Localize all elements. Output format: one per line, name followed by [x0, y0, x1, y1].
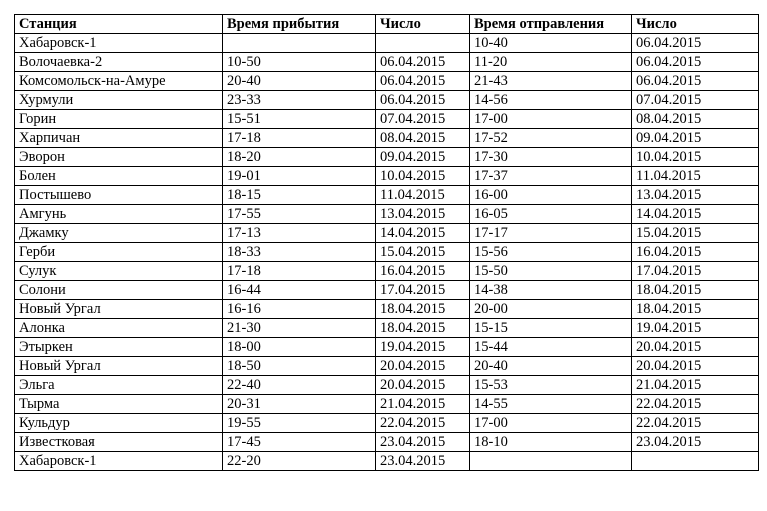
arrival-time-cell: 15-51 [223, 110, 376, 129]
table-row [15, 34, 759, 53]
arrival-date-cell: 11.04.2015 [376, 186, 470, 205]
header-station: Станция [15, 15, 223, 34]
header-departure-time: Время отправления [470, 15, 632, 34]
table-row [15, 319, 759, 338]
station-cell: Алонка [15, 319, 223, 338]
departure-time-cell: 17-00 [470, 414, 632, 433]
station-cell: Харпичан [15, 129, 223, 148]
table-row [15, 338, 759, 357]
departure-date-cell: 11.04.2015 [632, 167, 759, 186]
table-row [15, 414, 759, 433]
departure-date-cell: 06.04.2015 [632, 53, 759, 72]
table-row [15, 224, 759, 243]
arrival-date-cell: 17.04.2015 [376, 281, 470, 300]
departure-time-cell: 16-05 [470, 205, 632, 224]
departure-date-cell: 22.04.2015 [632, 395, 759, 414]
table-row [15, 452, 759, 471]
arrival-time-cell: 18-33 [223, 243, 376, 262]
arrival-time-cell: 19-01 [223, 167, 376, 186]
departure-time-cell: 17-17 [470, 224, 632, 243]
departure-date-cell: 20.04.2015 [632, 357, 759, 376]
arrival-time-cell: 16-44 [223, 281, 376, 300]
departure-date-cell: 08.04.2015 [632, 110, 759, 129]
header-arrival-time: Время прибытия [223, 15, 376, 34]
departure-date-cell [632, 452, 759, 471]
arrival-time-cell: 20-31 [223, 395, 376, 414]
departure-time-cell: 18-10 [470, 433, 632, 452]
arrival-date-cell: 09.04.2015 [376, 148, 470, 167]
departure-time-cell: 17-37 [470, 167, 632, 186]
arrival-time-cell: 17-18 [223, 262, 376, 281]
table-row [15, 281, 759, 300]
station-cell: Известковая [15, 433, 223, 452]
arrival-time-cell [223, 34, 376, 53]
departure-date-cell: 20.04.2015 [632, 338, 759, 357]
departure-date-cell: 18.04.2015 [632, 281, 759, 300]
arrival-date-cell: 08.04.2015 [376, 129, 470, 148]
station-cell: Горин [15, 110, 223, 129]
departure-date-cell: 10.04.2015 [632, 148, 759, 167]
station-cell: Эворон [15, 148, 223, 167]
arrival-date-cell: 23.04.2015 [376, 433, 470, 452]
table-row [15, 186, 759, 205]
header-arrival-date: Число [376, 15, 470, 34]
station-cell: Солони [15, 281, 223, 300]
departure-date-cell: 06.04.2015 [632, 34, 759, 53]
station-cell: Хабаровск-1 [15, 34, 223, 53]
arrival-date-cell: 06.04.2015 [376, 53, 470, 72]
station-cell: Эльга [15, 376, 223, 395]
arrival-date-cell: 22.04.2015 [376, 414, 470, 433]
arrival-date-cell [376, 34, 470, 53]
arrival-date-cell: 19.04.2015 [376, 338, 470, 357]
station-cell: Кульдур [15, 414, 223, 433]
arrival-time-cell: 17-18 [223, 129, 376, 148]
station-cell: Новый Ургал [15, 357, 223, 376]
station-cell: Герби [15, 243, 223, 262]
station-cell: Постышево [15, 186, 223, 205]
arrival-date-cell: 20.04.2015 [376, 357, 470, 376]
arrival-time-cell: 19-55 [223, 414, 376, 433]
table-row [15, 53, 759, 72]
table-row [15, 262, 759, 281]
arrival-date-cell: 10.04.2015 [376, 167, 470, 186]
table-row [15, 148, 759, 167]
departure-date-cell: 23.04.2015 [632, 433, 759, 452]
departure-time-cell: 17-30 [470, 148, 632, 167]
arrival-date-cell: 06.04.2015 [376, 72, 470, 91]
arrival-time-cell: 17-55 [223, 205, 376, 224]
table-row [15, 72, 759, 91]
header-departure-date: Число [632, 15, 759, 34]
departure-date-cell: 18.04.2015 [632, 300, 759, 319]
arrival-time-cell: 20-40 [223, 72, 376, 91]
arrival-time-cell: 16-16 [223, 300, 376, 319]
table-row [15, 433, 759, 452]
table-row [15, 357, 759, 376]
departure-time-cell: 10-40 [470, 34, 632, 53]
departure-time-cell: 21-43 [470, 72, 632, 91]
arrival-time-cell: 18-50 [223, 357, 376, 376]
arrival-date-cell: 14.04.2015 [376, 224, 470, 243]
departure-date-cell: 06.04.2015 [632, 72, 759, 91]
arrival-time-cell: 17-45 [223, 433, 376, 452]
table-row [15, 129, 759, 148]
departure-date-cell: 15.04.2015 [632, 224, 759, 243]
table-row [15, 300, 759, 319]
station-cell: Тырма [15, 395, 223, 414]
departure-date-cell: 07.04.2015 [632, 91, 759, 110]
departure-time-cell: 20-00 [470, 300, 632, 319]
departure-time-cell: 14-55 [470, 395, 632, 414]
table-row [15, 167, 759, 186]
departure-date-cell: 17.04.2015 [632, 262, 759, 281]
station-cell: Болен [15, 167, 223, 186]
arrival-date-cell: 16.04.2015 [376, 262, 470, 281]
departure-date-cell: 19.04.2015 [632, 319, 759, 338]
arrival-date-cell: 07.04.2015 [376, 110, 470, 129]
arrival-date-cell: 20.04.2015 [376, 376, 470, 395]
arrival-time-cell: 18-00 [223, 338, 376, 357]
station-cell: Комсомольск-на-Амуре [15, 72, 223, 91]
departure-time-cell: 11-20 [470, 53, 632, 72]
station-cell: Джамку [15, 224, 223, 243]
departure-time-cell: 15-15 [470, 319, 632, 338]
table-row [15, 91, 759, 110]
station-cell: Новый Ургал [15, 300, 223, 319]
departure-time-cell: 17-52 [470, 129, 632, 148]
schedule-body [15, 34, 759, 471]
arrival-date-cell: 21.04.2015 [376, 395, 470, 414]
departure-time-cell: 15-53 [470, 376, 632, 395]
header-row [15, 15, 759, 34]
schedule-document [14, 14, 758, 479]
station-cell: Сулук [15, 262, 223, 281]
departure-date-cell: 13.04.2015 [632, 186, 759, 205]
arrival-time-cell: 17-13 [223, 224, 376, 243]
arrival-date-cell: 18.04.2015 [376, 319, 470, 338]
arrival-time-cell: 21-30 [223, 319, 376, 338]
arrival-date-cell: 15.04.2015 [376, 243, 470, 262]
departure-time-cell: 14-56 [470, 91, 632, 110]
departure-date-cell: 09.04.2015 [632, 129, 759, 148]
table-row [15, 110, 759, 129]
departure-time-cell: 14-38 [470, 281, 632, 300]
table-row [15, 243, 759, 262]
arrival-date-cell: 18.04.2015 [376, 300, 470, 319]
departure-date-cell: 14.04.2015 [632, 205, 759, 224]
arrival-time-cell: 18-20 [223, 148, 376, 167]
departure-date-cell: 16.04.2015 [632, 243, 759, 262]
table-row [15, 205, 759, 224]
arrival-time-cell: 18-15 [223, 186, 376, 205]
departure-date-cell: 22.04.2015 [632, 414, 759, 433]
departure-time-cell: 15-50 [470, 262, 632, 281]
arrival-date-cell: 13.04.2015 [376, 205, 470, 224]
arrival-time-cell: 23-33 [223, 91, 376, 110]
station-cell: Амгунь [15, 205, 223, 224]
departure-time-cell: 15-56 [470, 243, 632, 262]
departure-time-cell: 17-00 [470, 110, 632, 129]
table-row [15, 376, 759, 395]
departure-time-cell: 15-44 [470, 338, 632, 357]
station-cell: Волочаевка-2 [15, 53, 223, 72]
departure-date-cell: 21.04.2015 [632, 376, 759, 395]
arrival-time-cell: 22-40 [223, 376, 376, 395]
station-cell: Этыркен [15, 338, 223, 357]
departure-time-cell: 16-00 [470, 186, 632, 205]
station-cell: Хурмули [15, 91, 223, 110]
arrival-time-cell: 22-20 [223, 452, 376, 471]
arrival-date-cell: 06.04.2015 [376, 91, 470, 110]
schedule-table [14, 14, 759, 471]
arrival-time-cell: 10-50 [223, 53, 376, 72]
arrival-date-cell: 23.04.2015 [376, 452, 470, 471]
station-cell: Хабаровск-1 [15, 452, 223, 471]
departure-time-cell [470, 452, 632, 471]
table-row [15, 395, 759, 414]
departure-time-cell: 20-40 [470, 357, 632, 376]
